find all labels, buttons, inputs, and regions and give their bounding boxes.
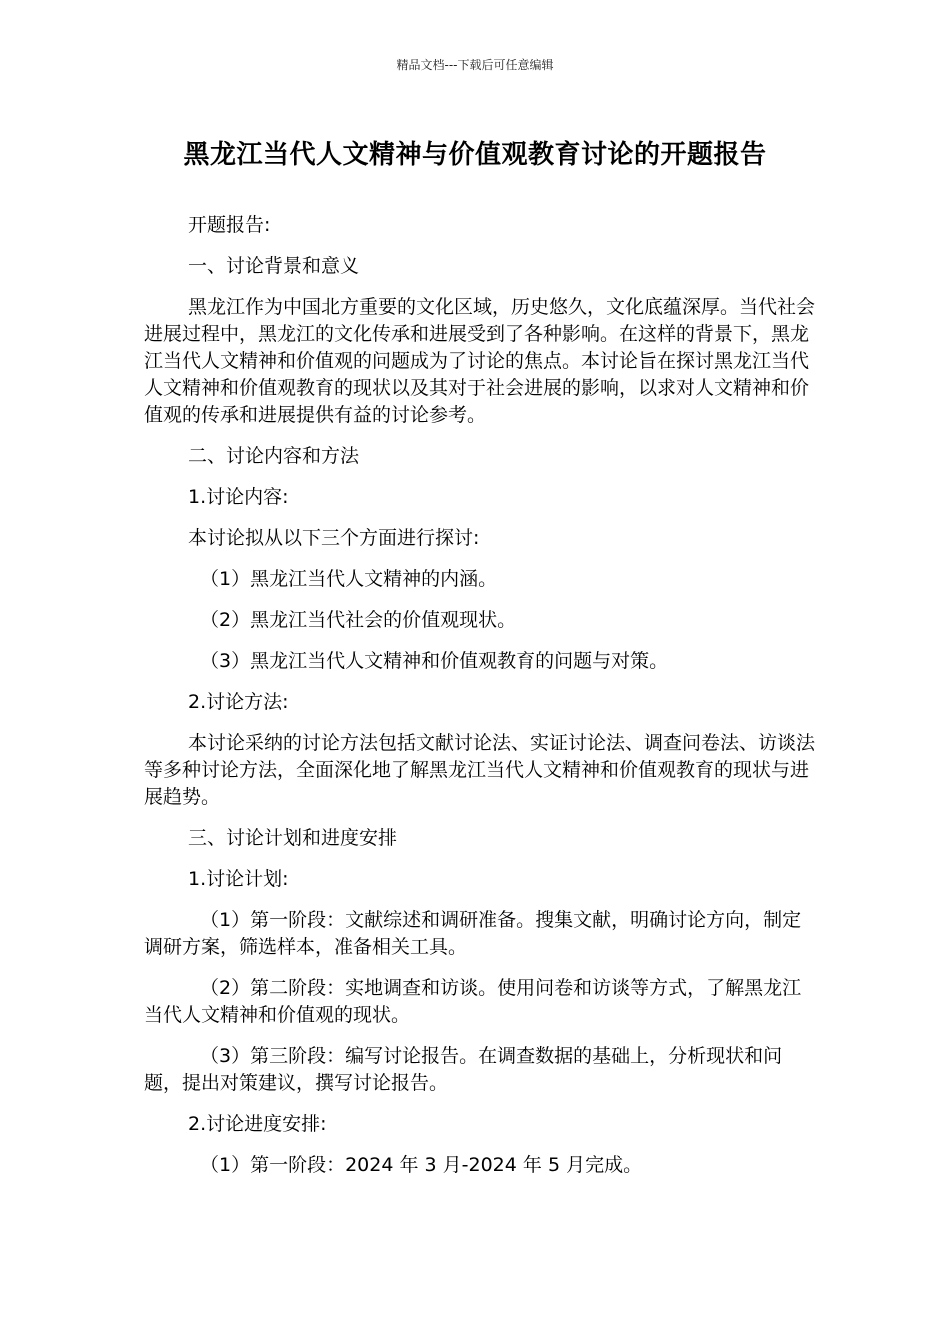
section-heading-content-method: 二、讨论内容和方法 [188,445,360,467]
paragraph-content-intro: 本讨论拟从以下三个方面进行探讨: [188,527,480,549]
document-title: 黑龙江当代人文精神与价值观教育讨论的开题报告 [183,140,767,170]
section-heading-background: 一、讨论背景和意义 [188,255,360,277]
subheading-plan: 1.讨论计划: [188,868,289,890]
list-item: （3）黑龙江当代人文精神和价值观教育的问题与对策。 [200,650,669,672]
list-item: （3）第三阶段：编写讨论报告。在调查数据的基础上，分析现状和问题，提出对策建议，撰写讨论报告。 [144,1045,783,1094]
section-heading-plan: 三、讨论计划和进度安排 [188,827,398,849]
subheading-content: 1.讨论内容: [188,486,289,508]
list-item: （1）黑龙江当代人文精神的内涵。 [200,568,498,590]
list-item: （1）第一阶段：文献综述和调研准备。搜集文献，明确讨论方向，制定调研方案，筛选样本，准备相关工具。 [144,909,802,958]
subheading-method: 2.讨论方法: [188,691,289,713]
list-item: （2）黑龙江当代社会的价值观现状。 [200,609,517,631]
list-item: （1）第一阶段：2024 年 3 月-2024 年 5 月完成。 [200,1154,643,1176]
subheading-schedule: 2.讨论进度安排: [188,1113,327,1135]
page-header: 精品文档---下载后可任意编辑 [396,58,554,72]
paragraph-method: 本讨论采纳的讨论方法包括文献讨论法、实证讨论法、调查问卷法、访谈法等多种讨论方法，全面深化地了解黑龙江当代人文精神和价值观教育的现状与进展趋势。 [144,732,816,808]
document-body [144,212,816,1193]
report-label: 开题报告: [188,214,271,236]
paragraph-background: 黑龙江作为中国北方重要的文化区域，历史悠久，文化底蕴深厚。当代社会进展过程中，黑龙江的文化传承和进展受到了各种影响。在这样的背景下，黑龙江当代人文精神和价值观的问题成为了讨论的焦点。本讨论旨在探讨黑龙江当代人文精神和价值观教育的现状以及其对于社会进展的影响，以求对人文精神和价值观的传承和进展提供有益的讨论参考。 [144,296,816,426]
list-item: （2）第二阶段：实地调查和访谈。使用问卷和访谈等方式，了解黑龙江当代人文精神和价值观的现状。 [144,977,802,1026]
